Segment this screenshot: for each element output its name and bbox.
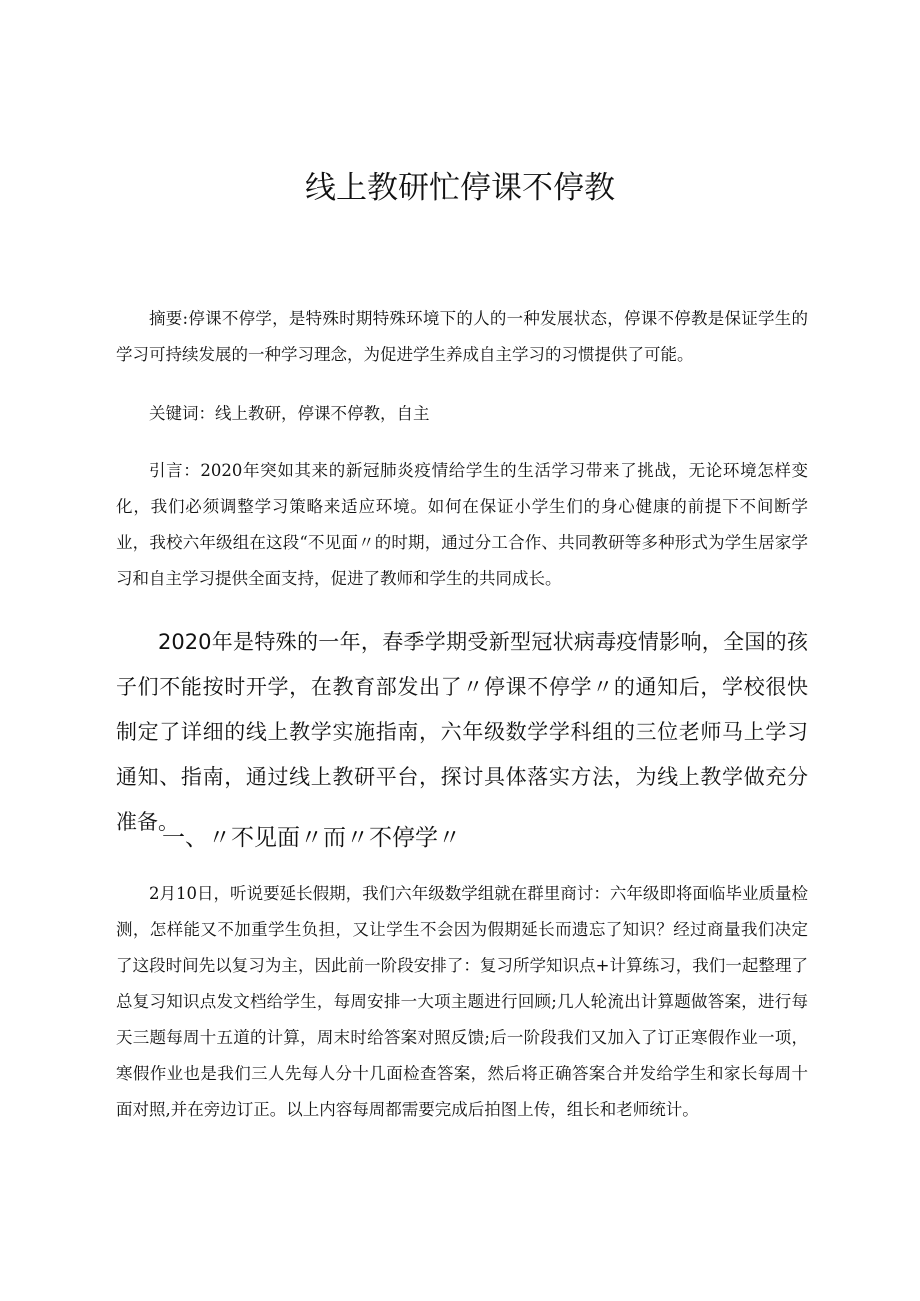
section-heading: 一、〃不见面〃而〃不停学〃 (162, 825, 461, 851)
document-title: 线上教研忙停课不停教 (305, 170, 615, 206)
abstract-paragraph: 摘要:停课不停学，是特殊时期特殊环境下的人的一种发展状态，停课不停教是保证学生的学习可持续发展的一种学习理念，为促进学生养成自主学习的习惯提供了可能。 (116, 309, 808, 364)
main-body-paragraph: 2020年是特殊的一年，春季学期受新型冠状病毒疫情影响，全国的孩子们不能按时开学，在教育部发出了〃停课不停学〃的通知后，学校很快制定了详细的线上教学实施指南，六年级数学学科组的三位老师马上学习通知、指南，通过线上教研平台，探讨具体落实方法，为线上教学做充分准备。 (116, 630, 808, 834)
section-body-paragraph: 2月10日，听说要延长假期，我们六年级数学组就在群里商讨：六年级即将面临毕业质量检测，怎样能又不加重学生负担，又让学生不会因为假期延长而遗忘了知识？经过商量我们决定了这段时间先以复习为主，因此前一阶段安排了：复习所学知识点+计算练习，我们一起整理了总复习知识点发文档给学生，每周安排一大项主题进行回顾;几人轮流出计算题做答案，进行每天三题每周十五道的计算，周末时给答案对照反馈;后一阶段我们又加入了订正寒假作业一项，寒假作业也是我们三人先每人分十几面检查答案，然后将正确答案合并发给学生和家长每周十面对照,并在旁边订正。以上内容每周都需要完成后拍图上传，组长和老师统计。 (116, 884, 808, 1119)
introduction-paragraph: 引言：2020年突如其来的新冠肺炎疫情给学生的生活学习带来了挑战，无论环境怎样变化，我们必须调整学习策略来适应环境。如何在保证小学生们的身心健康的前提下不间断学业，我校六年级组在这段“不见面〃的时期，通过分工合作、共同教研等多种形式为学生居家学习和自主学习提供全面支持，促进了教师和学生的共同成长。 (116, 461, 808, 588)
keywords-paragraph: 关键词：线上教研，停课不停教，自主 (149, 404, 430, 423)
